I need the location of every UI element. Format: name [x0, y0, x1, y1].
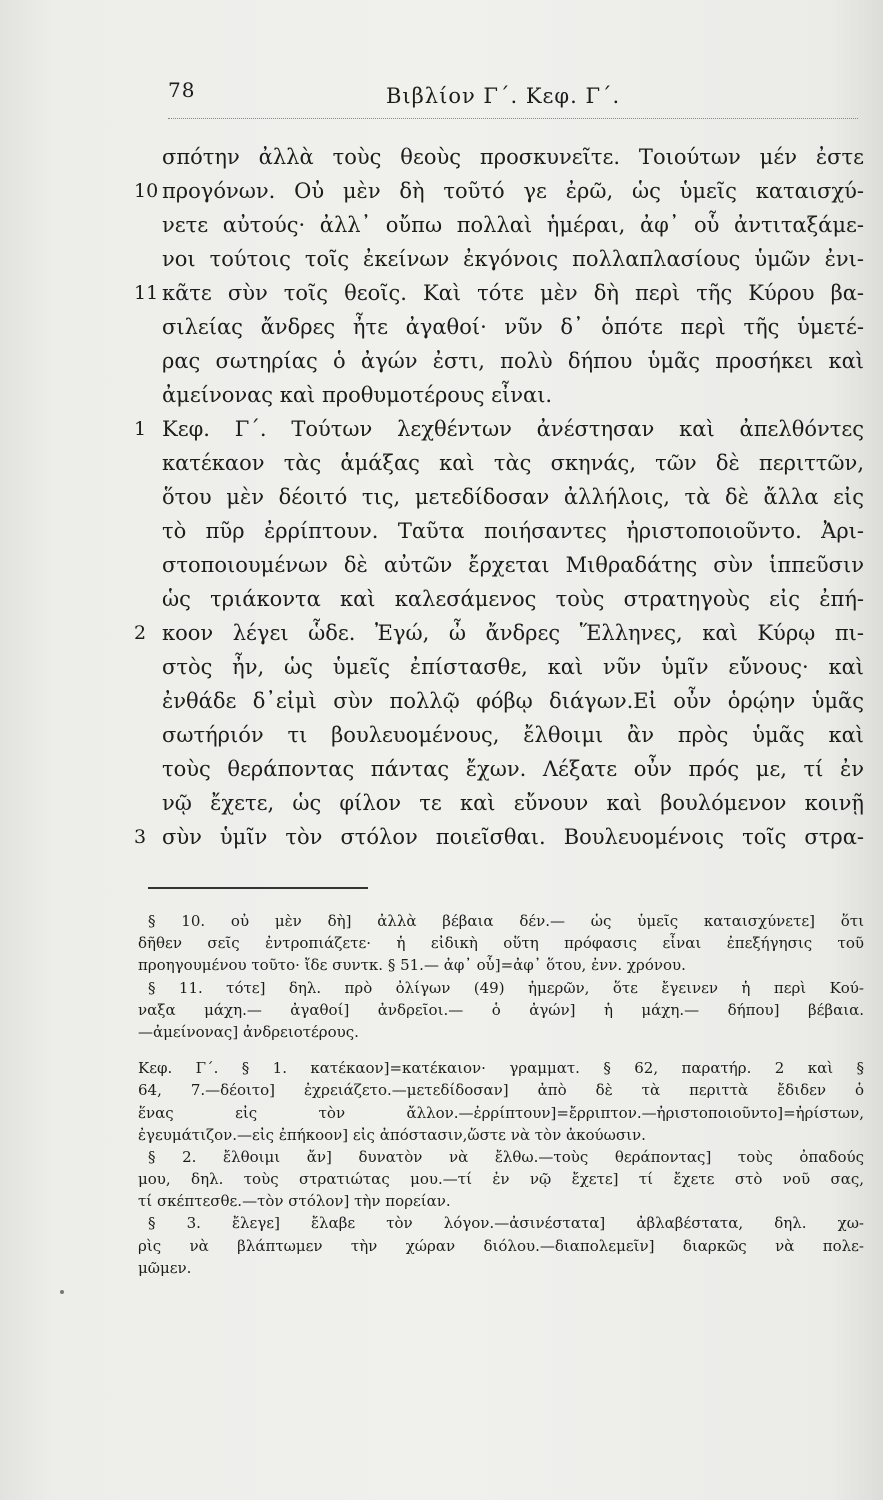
footnote-line: μῶμεν.: [138, 1258, 192, 1277]
line-text: ἀμείνονας καὶ προθυμοτέρους εἶναι.: [162, 383, 553, 407]
line-text: ἐνθάδε δ᾽εἰμὶ σὺν πολλῷ φόβῳ διάγων.Εἰ οὖν ὁρῴην ὑμᾶς: [162, 689, 864, 713]
line-text: σπότην ἀλλὰ τοὺς θεοὺς προσκυνεῖτε. Τοιούτων μέν ἐστε: [162, 145, 864, 169]
text-line: [134, 786, 864, 820]
section-number: 11: [134, 282, 159, 304]
line-text: νετε αὐτούς· ἀλλ᾽ οὔπω πολλαὶ ἡμέραι, ἀφ᾽ οὗ ἀντιταξάμε-: [162, 213, 864, 237]
line-text: Κεφ. Γ΄. Τούτων λεχθέντων ἀνέστησαν καὶ ἀπελθόντες: [162, 417, 864, 441]
paper-speck: [60, 1290, 64, 1294]
text-line: [134, 616, 864, 650]
line-text: ὡς τριάκοντα καὶ καλεσάμενος τοὺς στρατηγοὺς εἰς ἐπή-: [162, 587, 864, 611]
text-line: [134, 514, 864, 548]
line-text: τοὺς θεράποντας πάντας ἔχων. Λέξατε οὖν πρός με, τί ἐν: [162, 757, 864, 781]
text-line: [134, 140, 864, 174]
footnote-line: § 2. ἔλθοιμι ἄν] δυνατὸν νὰ ἔλθω.—τοὺς θεράποντας] τοὺς ὀπαδούς: [148, 1147, 864, 1166]
footnote-line: ἐγευμάτιζον.—εἰς ἐπήκοον] εἰς ἀπόστασιν,ὥστε νὰ τὸν ἀκούωσιν.: [138, 1125, 646, 1144]
section-number: 2: [134, 622, 147, 644]
footnote-line: § 10. οὐ μὲν δὴ] ἀλλὰ βέβαια δέν.— ὡς ὑμεῖς καταισχύνετε] ὅτι: [148, 912, 864, 930]
page-header: [168, 78, 858, 118]
footnote-line: § 11. τότε] δηλ. πρὸ ὀλίγων (49) ἡμερῶν, ὅτε ἔγεινεν ἡ περὶ Κού-: [148, 978, 864, 997]
footnote-line: 64, 7.—δέοιτο] ἐχρειάζετο.—μετεδίδοσαν] ἀπὸ δὲ τὰ περιττὰ ἔδιδεν ὁ: [138, 1081, 864, 1100]
line-text: κᾶτε σὺν τοῖς θεοῖς. Καὶ τότε μὲν δὴ περὶ τῆς Κύρου βα-: [162, 281, 864, 305]
footnotes: [134, 910, 864, 1279]
footnote-line: § 3. ἔλεγε] ἔλαβε τὸν λόγον.—ἀσινέστατα] ἀβλαβέστατα, δηλ. χω-: [148, 1214, 864, 1233]
text-line: [134, 276, 864, 310]
text-line: [134, 650, 864, 684]
footnote-line: δῆθεν σεῖς ἐντροπιάζετε· ἡ εἰδικὴ οὕτη πρόφασις εἶναι ἐπεξήγησις τοῦ: [138, 934, 864, 953]
text-line: [134, 310, 864, 344]
text-line: [134, 412, 864, 446]
header-rule: [168, 118, 858, 119]
line-text: σὺν ὑμῖν τὸν στόλον ποιεῖσθαι. Βουλευομένοις τοῖς στρα-: [162, 825, 864, 849]
text-line: [134, 242, 864, 276]
footnote-line: ρὶς νὰ βλάπτωμεν τὴν χώραν διόλου.—διαπολεμεῖν] διαρκῶς νὰ πολε-: [138, 1236, 864, 1255]
line-text: προγόνων. Οὐ μὲν δὴ τοῦτό γε ἐρῶ, ὡς ὑμεῖς καταισχύ-: [162, 179, 864, 203]
text-line: [134, 344, 864, 378]
text-line: [134, 548, 864, 582]
text-line: [134, 582, 864, 616]
page-number: 78: [168, 78, 196, 102]
text-line: [134, 684, 864, 718]
text-line: [134, 378, 864, 412]
line-text: τὸ πῦρ ἐρρίπτουν. Ταῦτα ποιήσαντες ἠριστοποιοῦντο. Ἀρι-: [162, 519, 864, 543]
running-head: Βιβλίον Γ΄. Κεφ. Γ΄.: [386, 84, 621, 108]
line-text: νοι τούτοις τοῖς ἐκείνων ἐκγόνοις πολλαπλασίους ὑμῶν ἐνι-: [162, 247, 864, 271]
footnote-line: τί σκέπτεσθε.—τὸν στόλον] τὴν πορείαν.: [138, 1192, 451, 1211]
main-text: [134, 140, 864, 854]
footnote-line: —ἀμείνονας] ἀνδρειοτέρους.: [138, 1022, 359, 1041]
line-text: σιλείας ἄνδρες ἦτε ἀγαθοί· νῦν δ᾽ ὁπότε περὶ τῆς ὑμετέ-: [162, 315, 864, 339]
footnote-line: Κεφ. Γ΄. § 1. κατέκαον]=κατέκαιον· γραμματ. § 62, παρατήρ. 2 καὶ §: [138, 1059, 864, 1078]
line-text: στοποιουμένων δὲ αὐτῶν ἔρχεται Μιθραδάτης σὺν ἱππεῦσιν: [162, 553, 864, 577]
line-text: σωτήριόν τι βουλευομένους, ἔλθοιμι ἂν πρὸς ὑμᾶς καὶ: [162, 723, 864, 747]
section-number: 10: [134, 180, 159, 202]
footnote-separator: [148, 887, 368, 889]
footnote-line: μου, δηλ. τοὺς στρατιώτας μου.—τί ἐν νῷ ἔχετε] τί ἔχετε στὸ νοῦ σας,: [138, 1170, 864, 1189]
line-text: κοον λέγει ὧδε. Ἐγώ, ὦ ἄνδρες Ἕλληνες, καὶ Κύρῳ πι-: [162, 621, 864, 645]
text-line: [134, 820, 864, 854]
footnote-line: ἕνας εἰς τὸν ἄλλον.—ἐρρίπτουν]=ἔρριπτον.—ἠριστοποιοῦντο]=ἠρίστων,: [138, 1103, 864, 1122]
line-text: ρας σωτηρίας ὁ ἀγών ἐστι, πολὺ δήπου ὑμᾶς προσήκει καὶ: [162, 349, 864, 373]
text-line: [134, 208, 864, 242]
line-text: νῷ ἔχετε, ὡς φίλον τε καὶ εὔνουν καὶ βουλόμενον κοινῇ: [162, 791, 864, 815]
text-line: [134, 718, 864, 752]
footnote-line: ναξα μάχη.— ἀγαθοί] ἀνδρεῖοι.— ὁ ἀγών] ἡ μάχη.— δήπου] βέβαια.: [138, 1000, 864, 1019]
section-number: 3: [134, 826, 147, 848]
line-text: στὸς ἦν, ὡς ὑμεῖς ἐπίστασθε, καὶ νῦν ὑμῖν εὔνους· καὶ: [162, 655, 864, 679]
footnote-line: προηγουμένου τοῦτο· ἴδε συντκ. § 51.— ἀφ᾽ οὗ]=ἀφ᾽ ὅτου, ἐνν. χρόνου.: [138, 956, 686, 975]
line-text: κατέκαον τὰς ἁμάξας καὶ τὰς σκηνάς, τῶν δὲ περιττῶν,: [162, 451, 864, 475]
text-line: [134, 752, 864, 786]
section-number: 1: [134, 418, 147, 440]
text-line: [134, 446, 864, 480]
line-text: ὅτου μὲν δέοιτό τις, μετεδίδοσαν ἀλλήλοις, τὰ δὲ ἄλλα εἰς: [162, 485, 864, 509]
text-line: [134, 480, 864, 514]
text-line: [134, 174, 864, 208]
